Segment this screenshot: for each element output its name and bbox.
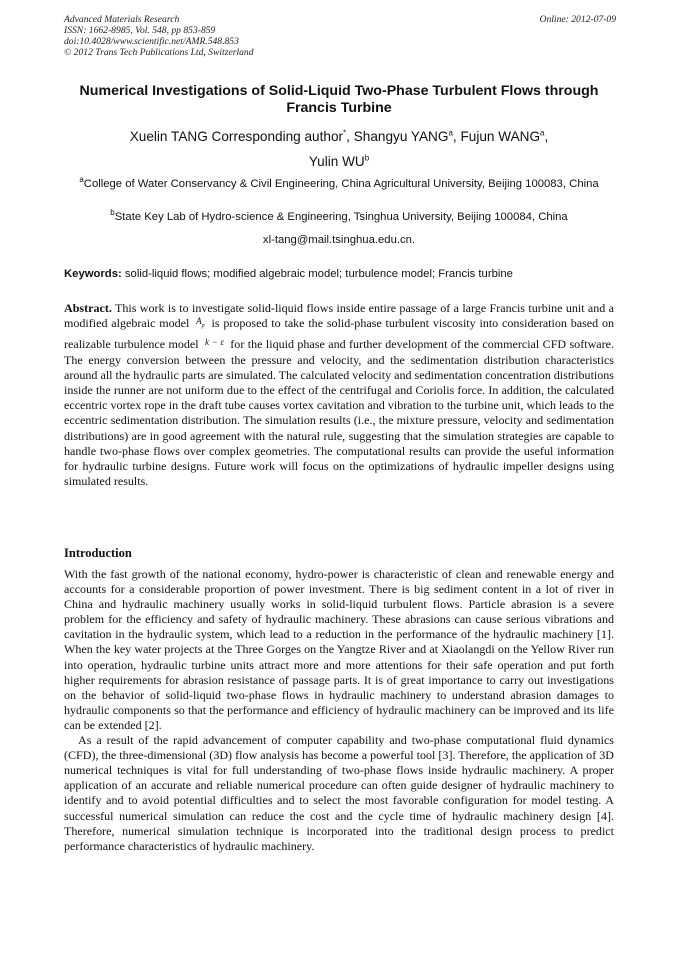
author-name: Xuelin TANG Corresponding author [129,129,344,144]
intro-paragraph-1: With the fast growth of the national economy, hydro-power is characteristic of clean and renewable energy and accounts for a considerable proportion of power investment. There is big sediment content in a lot of river in China and hydraulic machinery usually works in solid-liquid turbulent flows. Particle abrasion is a severe problem for the efficiency and safety of hydraulic machinery. These abrasions can cause serious vibrations and cavitation in the hydraulic system, which lead to a reduction in the performance of the hydraulic machinery [1]. When the key water projects at the Three Gorges on the Yangtze River and at Xiaolangdi on the Yellow River run into operation, hydraulic turbine units attract more and more attentions for their safe operation and put forth higher requirements for abrasion resistance of passage parts. It is of great importance to carry out investigations on the behavior of solid-liquid two-phase flows in hydraulic machinery to understand abrasion damages to hydraulic components so that the performance and efficiency of hydraulic machinery can be improved and its life can be extended [2]. [64,567,614,732]
affiliation-mark: b [110,208,115,218]
online-date: Online: 2012-07-09 [539,14,616,25]
abstract-text-3: for the liquid phase and further development of the commercial CFD software. The energy conversion between the pressure and velocity, and the sedimentation distribution characteristics around all the hydraulic parts are simulated. The calculated velocity and sedimentation concentration distributions inside the runner are not uniform due to the effect of the centrifugal and Coriolis force. In addition, the calculated eccentric vortex rope in the draft tube causes vortex cavitation and vibration to the turbine unit, which leads to the eccentric sedimentation distribution. The simulation results (i.e., the mixture pressure, velocity and sedimentation distributions) are in good agreement with the natural rule, suggesting that the simulation strategies are capable to handle two-phase flows over complex geometries. The computational results can provide the useful information for hydraulic turbine designs. Future work will focus on the optimizations of hydraulic impeller designs using simulated results. [64,336,614,488]
math-ap: Ap [196,316,205,329]
keywords-label: Keywords: [64,268,122,280]
section-heading-introduction: Introduction [64,546,132,560]
doi-line: doi:10.4028/www.scientific.net/AMR.548.853 [64,36,239,47]
intro-paragraph-2: As a result of the rapid advancement of computer capability and two-phase computational fluid dynamics (CFD), the three-dimensional (3D) flow analysis has become a powerful tool [3]. Therefore, the application of 3D numerical techniques is vital for full understanding of two-phase flows inside hydraulic machinery. A proper application of an accurate and reliable numerical procedure can often guide designer of hydraulic machinery to identify and to avoid potential difficulties and to select the most favorable configuration for model testing. A successful numerical simulation can reduce the cost and the cycle time of hydraulic machinery design [4]. Therefore, numerical simulation technique is incorporated into the traditional design process to predict performance characteristics of hydraulic machinery. [64,733,614,853]
author-mark: * [343,128,347,138]
journal-header [64,14,616,58]
introduction-body [64,567,614,854]
author-name: Yulin WU [308,154,365,169]
author-mark: a [540,128,545,138]
keywords-text: solid-liquid flows; modified algebraic model; turbulence model; Francis turbine [124,268,513,280]
math-k-epsilon: k − ε [204,336,224,347]
issn-line: ISSN: 1662-8985, Vol. 548, pp 853-859 [64,25,216,36]
journal-name: Advanced Materials Research [64,14,180,25]
keywords [64,267,614,281]
abstract-text-1: This work is to investigate solid-liquid flows inside entire passage of a large Francis turbine unit and a modified algebraic model [64,301,615,331]
affiliation-a [64,176,614,192]
author-list: Xuelin TANG Corresponding author*, Shangyu YANG$^a$, Fujun WANG$^a$, Yulin $WU^b$ [129,128,549,169]
author-mark: a [448,128,453,138]
affiliation-mark: a [79,175,84,185]
affiliation-text: College of Water Conservancy & Civil Engineering, China Agricultural University, Beijing 100083, China [83,178,599,190]
affiliation-b [64,209,614,225]
paper-title: Numerical Investigations of Solid-Liquid Two-Phase Turbulent Flows through Francis Turbine [79,83,599,116]
abstract-text-2: is proposed to take the solid-phase turbulent viscosity into consideration based on realizable turbulence model [64,316,614,351]
copyright-line: © 2012 Trans Tech Publications Ltd, Switzerland [64,47,254,58]
affiliation-text: State Key Lab of Hydro-science & Engineering, Tsinghua University, Beijing 100084, China [114,211,568,223]
corresponding-email[interactable]: xl-tang@mail.tsinghua.edu.cn. [262,234,416,246]
author-name: Shangyu YANG [353,129,449,144]
abstract-label: Abstract. [64,301,112,315]
abstract [64,301,614,489]
author-name: Fujun WANG [460,129,541,144]
author-mark: b [364,153,370,163]
